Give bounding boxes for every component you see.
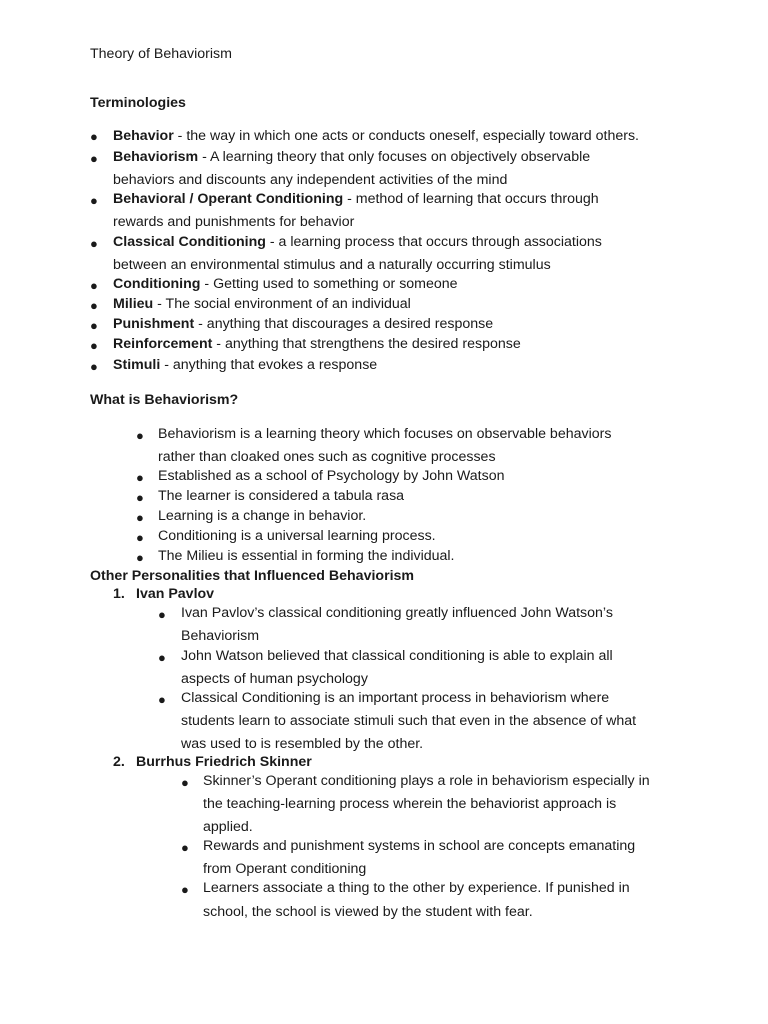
definition-continued: rewards and punishments for behavior xyxy=(113,214,355,230)
bullet-icon: ● xyxy=(136,428,144,443)
bullet-icon: ● xyxy=(136,510,144,525)
definition: - anything that discourages a desired response xyxy=(194,316,494,332)
definition: - method of learning that occurs through xyxy=(343,191,599,207)
definition-continued: between an environmental stimulus and a naturally occurring stimulus xyxy=(113,257,551,273)
term: Milieu xyxy=(113,296,154,312)
term: Reinforcement xyxy=(113,336,213,352)
list-number: 2. xyxy=(113,754,125,770)
term: Behaviorism xyxy=(113,149,199,165)
definition: - A learning theory that only focuses on objectively observable xyxy=(198,149,591,165)
person-name: Ivan Pavlov xyxy=(136,586,215,602)
point-text: Classical Conditioning is an important process in behaviorism where xyxy=(181,690,610,706)
terminologies-heading: Terminologies xyxy=(90,95,186,111)
point-text: John Watson believed that classical conditioning is able to explain all xyxy=(181,648,613,664)
bullet-icon: ● xyxy=(136,470,144,485)
bullet-icon: ● xyxy=(158,692,166,707)
point-text: Skinner’s Operant conditioning plays a role in behaviorism especially in xyxy=(203,773,650,789)
list-number: 1. xyxy=(113,586,125,602)
bullet-icon: ● xyxy=(90,151,98,166)
bullet-icon: ● xyxy=(90,318,98,333)
point-text-continued: Behaviorism xyxy=(181,628,260,644)
definition-continued: behaviors and discounts any independent activities of the mind xyxy=(113,172,508,188)
definition: - The social environment of an individual xyxy=(153,296,411,312)
point-text: Rewards and punishment systems in school are concepts emanating xyxy=(203,838,636,854)
point-text-continued: aspects of human psychology xyxy=(181,671,368,687)
point-text-continued: applied. xyxy=(203,819,253,835)
other-personalities-heading: Other Personalities that Influenced Behaviorism xyxy=(90,568,415,584)
bullet-icon: ● xyxy=(90,338,98,353)
term: Punishment xyxy=(113,316,195,332)
bullet-icon: ● xyxy=(90,278,98,293)
definition: - anything that evokes a response xyxy=(160,357,378,373)
definition: - Getting used to something or someone xyxy=(200,276,458,292)
point-text: Ivan Pavlov’s classical conditioning greatly influenced John Watson’s xyxy=(181,605,613,621)
list-item-text: Established as a school of Psychology by John Watson xyxy=(158,468,505,484)
point-text-continued: students learn to associate stimuli such that even in the absence of what xyxy=(181,713,637,729)
bullet-icon: ● xyxy=(90,236,98,251)
definition: - the way in which one acts or conducts oneself, especially toward others. xyxy=(173,128,639,144)
bullet-icon: ● xyxy=(181,840,189,855)
bullet-icon: ● xyxy=(136,530,144,545)
bullet-icon: ● xyxy=(90,193,98,208)
point-text: Learners associate a thing to the other by experience. If punished in xyxy=(203,880,630,896)
bullet-icon: ● xyxy=(136,550,144,565)
bullet-icon: ● xyxy=(136,490,144,505)
person-name: Burrhus Friedrich Skinner xyxy=(136,754,312,770)
bullet-icon: ● xyxy=(158,650,166,665)
list-item-text: Conditioning is a universal learning process. xyxy=(158,528,436,544)
list-item-text: The learner is considered a tabula rasa xyxy=(158,488,405,504)
bullet-icon: ● xyxy=(158,607,166,622)
bullet-icon: ● xyxy=(181,882,189,897)
list-item-text-continued: rather than cloaked ones such as cognitive processes xyxy=(158,449,496,465)
list-item-text: The Milieu is essential in forming the individual. xyxy=(158,548,455,564)
bullet-icon: ● xyxy=(90,298,98,313)
term: Conditioning xyxy=(113,276,201,292)
term: Behavioral / Operant Conditioning xyxy=(113,191,344,207)
definition: - a learning process that occurs through associations xyxy=(265,234,602,250)
bullet-icon: ● xyxy=(181,775,189,790)
point-text-continued: school, the school is viewed by the student with fear. xyxy=(203,904,533,920)
document-title: Theory of Behaviorism xyxy=(90,46,232,62)
list-item-text: Behaviorism is a learning theory which focuses on observable behaviors xyxy=(158,426,612,442)
what-is-heading: What is Behaviorism? xyxy=(90,392,239,408)
term: Stimuli xyxy=(113,357,161,373)
bullet-icon: ● xyxy=(90,359,98,374)
point-text-continued: from Operant conditioning xyxy=(203,861,367,877)
term: Behavior xyxy=(113,128,174,144)
point-text-continued: was used to is resembled by the other. xyxy=(181,736,424,752)
list-item-text: Learning is a change in behavior. xyxy=(158,508,367,524)
bullet-icon: ● xyxy=(90,129,98,144)
point-text-continued: the teaching-learning process wherein the behaviorist approach is xyxy=(203,796,617,812)
term: Classical Conditioning xyxy=(113,234,266,250)
definition: - anything that strengthens the desired response xyxy=(212,336,521,352)
